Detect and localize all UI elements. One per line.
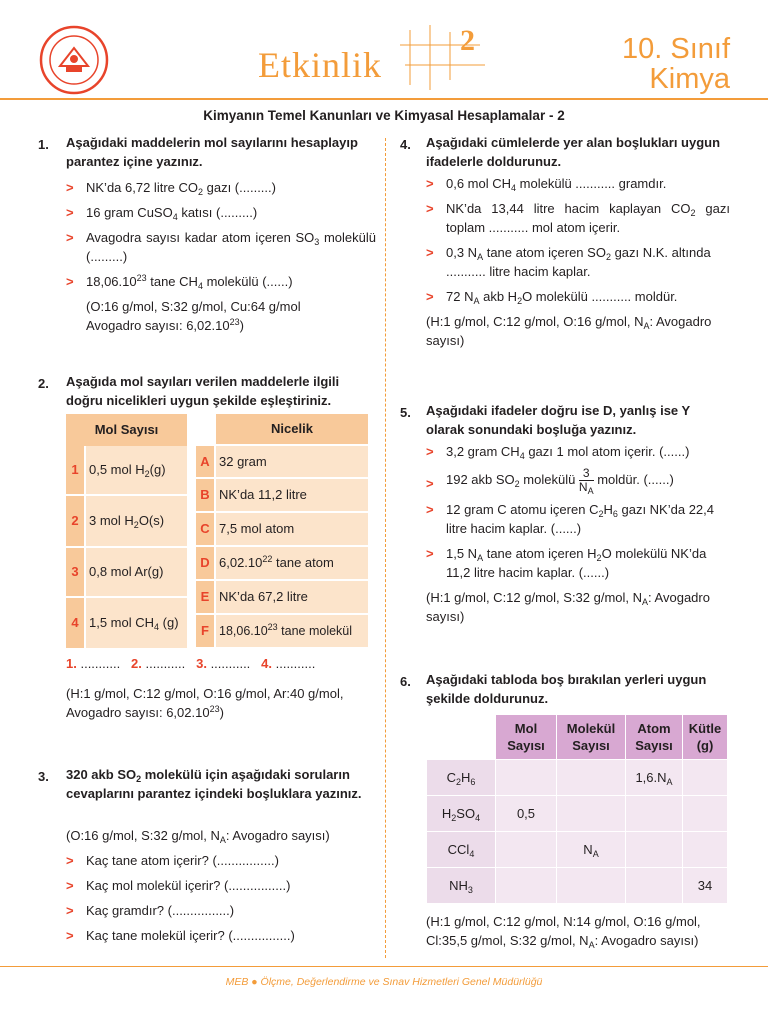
q1-number: 1. — [38, 137, 49, 152]
right-item-e: NK’da 67,2 litre — [216, 581, 368, 613]
table-cell[interactable] — [683, 760, 728, 796]
table-cell: 0,5 — [496, 796, 557, 832]
right-item-f: 18,06.10$^{23}$ tane molekül — [216, 615, 368, 647]
q4-items: > 0,6 mol $CH_4$ molekülü ........... gramdır. > NK’da 13,44 litre hacim kaplayan $CO_2$ gazı toplam ........... mol atom içerir. > 0,3 $N_A$ tane atom içeren $SO_2$ gazı N.K. altında ........... litre hacim kaplar. > 72 $N_A$ akb $H_2O$ molekülü ........... moldür. (H:1 g/mol, C:12 g/mol, O:16 g/mol, $N_A$: Avogadro sayısı) — [426, 176, 730, 348]
q6-table — [426, 714, 728, 904]
row-ccl4: CCl$_4$ — [427, 832, 496, 868]
table-cell: $N_A$ — [557, 832, 626, 868]
left-item-3: 0,8 mol Ar(g) — [86, 548, 187, 596]
right-key-e: E — [196, 581, 214, 613]
header-mol-sayisi: Mol Sayısı — [496, 715, 557, 760]
row-h2so4: $H_2SO_4$ — [427, 796, 496, 832]
table-cell[interactable] — [683, 832, 728, 868]
meb-seal-logo — [38, 24, 110, 96]
left-item-1: 0,5 mol $H_2(g)$ — [86, 446, 187, 494]
nicelik-header: Nicelik — [216, 414, 368, 444]
footer-rule — [0, 966, 768, 967]
header-molekul-sayisi: Molekül Sayısı — [557, 715, 626, 760]
q5-text: Aşağıdaki ifadeler doğru ise D, yanlış ise Y olarak sonundaki boşluğa yazınız. — [426, 403, 690, 437]
table-cell[interactable] — [557, 760, 626, 796]
q3-number: 3. — [38, 769, 49, 784]
q5-number: 5. — [400, 405, 411, 420]
page-subtitle: Kimyanın Temel Kanunları ve Kimyasal Hesaplamalar - 2 — [203, 108, 565, 123]
left-num-3: 3 — [66, 548, 84, 596]
left-num-2: 2 — [66, 496, 84, 546]
table-cell[interactable] — [496, 760, 557, 796]
table-cell[interactable] — [496, 832, 557, 868]
right-item-a: 32 gram — [216, 446, 368, 477]
header-kutle: Kütle (g) — [683, 715, 728, 760]
q6-text: Aşağıdaki tabloda boş bırakılan yerleri uygun şekilde doldurunuz. — [426, 672, 707, 706]
q1-items: > NK’da 6,72 litre $CO_2$ gazı (.........) > 16 gram CuSO$_4$ katısı (.........) > Avagodra sayısı kadar atom içeren $SO_3$ molekülü (.........) > 18,06.10$^{23}$ tane $CH_4$ molekülü (......) (O:16 g/mol, S:32 g/mol, Cu:64 g/mol Avogadro sayısı: 6,02.10$^{23}$) — [66, 180, 376, 333]
q3-text: 320 akb $SO_2$ molekülü için aşağıdaki soruların cevaplarını parantez içindeki boşluklara yazınız. — [66, 767, 362, 801]
grid-decoration — [400, 20, 490, 90]
right-key-f: F — [196, 615, 214, 647]
table-cell: 34 — [683, 868, 728, 904]
q6-note: (H:1 g/mol, C:12 g/mol, N:14 g/mol, O:16 g/mol, Cl:35,5 g/mol, S:32 g/mol, $N_A$: Avogadro sayısı) — [426, 914, 701, 950]
column-divider — [385, 138, 386, 958]
q3-note: (O:16 g/mol, S:32 g/mol, $N_A$: Avogadro sayısı) — [66, 828, 330, 845]
grade-label: 10. Sınıf Kimya — [621, 33, 730, 95]
right-item-d: 6,02.10$^{22}$ tane atom — [216, 547, 368, 579]
row-c2h6: $C_2H_6$ — [427, 760, 496, 796]
left-item-4: 1,5 mol $CH_4$ (g) — [86, 598, 187, 648]
right-key-d: D — [196, 547, 214, 579]
header-atom-sayisi: Atom Sayısı — [626, 715, 683, 760]
left-item-2: 3 mol $H_2O(s)$ — [86, 496, 187, 546]
q2-number: 2. — [38, 376, 49, 391]
etkinlik-number: 2 — [460, 24, 475, 57]
table-cell[interactable] — [683, 796, 728, 832]
right-key-c: C — [196, 513, 214, 545]
table-cell[interactable] — [557, 796, 626, 832]
right-item-c: 7,5 mol atom — [216, 513, 368, 545]
table-cell[interactable] — [626, 832, 683, 868]
etkinlik-title: Etkinlik — [258, 45, 382, 85]
table-cell[interactable] — [626, 796, 683, 832]
left-num-1: 1 — [66, 446, 84, 494]
q4-text: Aşağıdaki cümlelerde yer alan boşlukları uygun ifadelerle doldurunuz. — [426, 135, 721, 169]
right-key-b: B — [196, 479, 214, 511]
right-key-a: A — [196, 446, 214, 477]
table-cell[interactable] — [626, 868, 683, 904]
left-num-4: 4 — [66, 598, 84, 648]
right-item-b: NK’da 11,2 litre — [216, 479, 368, 511]
q3-items: > Kaç tane atom içerir? (................) > Kaç mol molekül içerir? (................) > Kaç gramdır? (................) > Kaç tane molekül içerir? (................) — [66, 853, 295, 943]
table-cell: $1,6.N_A$ — [626, 760, 683, 796]
table-cell[interactable] — [496, 868, 557, 904]
q2-note: (H:1 g/mol, C:12 g/mol, O:16 g/mol, Ar:40 g/mol, Avogadro sayısı: 6,02.10$^{23}$) — [66, 686, 344, 720]
mol-sayisi-header: Mol Sayısı — [66, 414, 187, 446]
q2-text: Aşağıda mol sayıları verilen maddelerle ilgili doğru nicelikleri uygun şekilde eşleştiriniz. — [66, 374, 340, 408]
q1-text: Aşağıdaki maddelerin mol sayılarını hesaplayıp parantez içine yazınız. — [66, 135, 358, 169]
q4-number: 4. — [400, 137, 411, 152]
header-rule — [0, 98, 768, 100]
row-nh3: $NH_3$ — [427, 868, 496, 904]
q2-answer-line: 1. ........... 2. ........... 3. ........... 4. ........... — [66, 656, 316, 671]
footer-text: MEB ● Ölçme, Değerlendirme ve Sınav Hizmetleri Genel Müdürlüğü — [225, 976, 543, 988]
table-cell[interactable] — [557, 868, 626, 904]
q5-items: > 3,2 gram $CH_4$ gazı 1 mol atom içerir. (......) > 192 akb $SO_2$ molekülü $\frac{3}{N_A}$ moldür. (......) > 12 gram C atomu içeren $C_2H_6$ gazı NK’da 22,4 litre hacim kaplar. (......) > 1,5 $N_A$ tane atom içeren $H_2O$ molekülü NK’da 11,2 litre hacim kaplar. (......) (H:1 g/mol, C:12 g/mol, S:32 g/mol, $N_A$: Avogadro sayısı) — [426, 444, 714, 624]
q6-number: 6. — [400, 674, 411, 689]
